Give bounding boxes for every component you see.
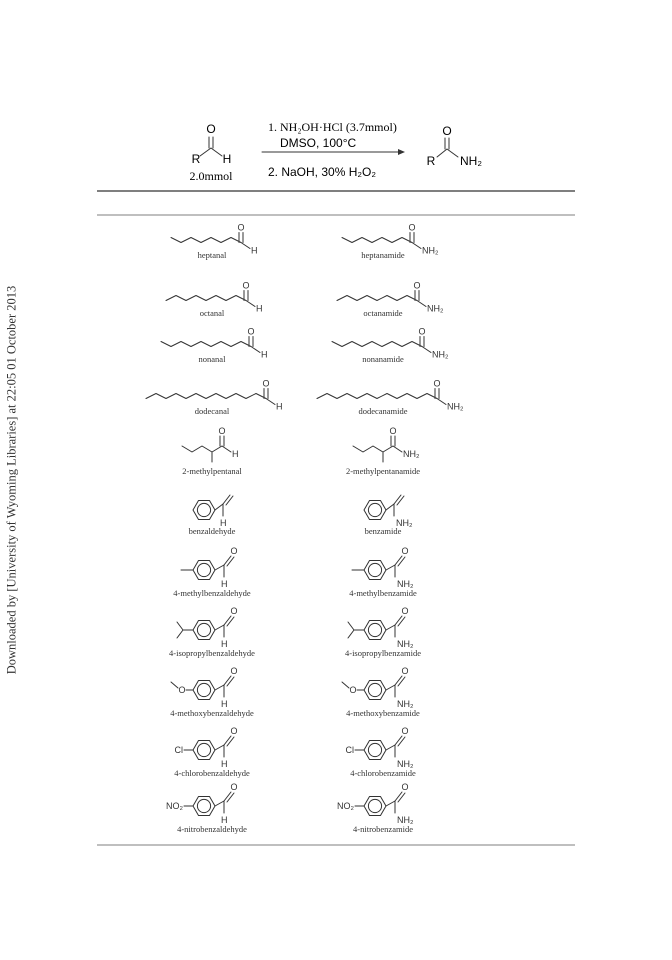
benzene-ring xyxy=(364,741,386,760)
amide-cell xyxy=(337,782,414,834)
aldehyde-hydrogen-label: H xyxy=(251,245,258,256)
carbonyl-oxygen-label: O xyxy=(230,606,238,616)
amide-nh2-label: NH₂ xyxy=(447,401,464,412)
amide-name: benzamide xyxy=(364,526,402,536)
carbonyl-oxygen-label: O xyxy=(418,326,426,337)
reactant-aldehyde xyxy=(189,122,233,183)
nitro-label: NO₂ xyxy=(337,801,354,811)
benzene-ring xyxy=(193,797,215,816)
aldehyde-group xyxy=(237,223,257,256)
amide-cell xyxy=(342,666,420,718)
structure-4-methoxybenzaldehyde xyxy=(171,666,238,709)
aldehyde-cell xyxy=(173,546,251,598)
aldehyde-hydrogen-label: H xyxy=(232,449,239,459)
aldehyde-name: 4-methylbenzaldehyde xyxy=(173,588,251,598)
aldehyde-hydrogen-label: H xyxy=(221,639,228,649)
aldehyde-group xyxy=(218,426,238,459)
carbonyl-oxygen-label: O xyxy=(433,378,441,389)
structure-4-isopropylbenzamide xyxy=(348,606,414,649)
aldehyde-group xyxy=(262,379,282,412)
benzene-ring xyxy=(193,621,215,640)
product-amide xyxy=(427,124,483,168)
carbonyl-oxygen-label: O xyxy=(218,426,226,436)
alkyl-chain xyxy=(166,296,246,301)
amide-name: nonanamide xyxy=(362,354,404,364)
structure-4-nitrobenzamide xyxy=(337,782,414,825)
aldehyde-hydrogen-label: H xyxy=(256,303,263,314)
carbonyl-oxygen-label: O xyxy=(230,546,238,556)
carbonyl-oxygen-label: O xyxy=(247,326,255,337)
alkyl-chain xyxy=(146,394,266,399)
aldehyde-hydrogen-label: H xyxy=(221,699,228,709)
amide-name: 4-methoxybenzamide xyxy=(346,708,420,718)
aldehyde-hydrogen-label: H xyxy=(221,759,228,769)
aldehyde-cell xyxy=(170,666,254,718)
aldehyde-group xyxy=(242,281,262,314)
aldehyde-cell xyxy=(161,327,268,365)
compound-rows xyxy=(146,223,464,835)
aldehyde-name: 4-chlorobenzaldehyde xyxy=(174,768,250,778)
compound-row xyxy=(169,606,421,658)
amide-nh2-label: NH₂ xyxy=(397,759,414,769)
product-amine-group: NH₂ xyxy=(460,154,482,168)
carbonyl-oxygen-label: O xyxy=(401,666,409,676)
product-r-group: R xyxy=(426,154,436,168)
download-note: Downloaded by [University of Wyoming Libraries] at 22:05 01 October 2013 xyxy=(4,285,19,675)
aldehyde-hydrogen-label: H xyxy=(261,349,268,360)
carbonyl-oxygen-label: O xyxy=(401,606,409,616)
aldehyde-name: dodecanal xyxy=(194,406,230,416)
amide-group xyxy=(413,281,444,314)
benzene-ring xyxy=(364,501,386,520)
aldehyde-name: heptanal xyxy=(197,250,227,260)
amide-cell xyxy=(337,281,444,319)
methoxy-oxygen-label: O xyxy=(349,685,357,695)
compound-row xyxy=(182,426,420,476)
structure-4-methylbenzaldehyde xyxy=(181,546,238,589)
aldehyde-cell xyxy=(166,782,247,834)
amide-cell xyxy=(346,426,420,476)
aldehyde-name: 4-nitrobenzaldehyde xyxy=(177,824,247,834)
carbonyl-oxygen-label: O xyxy=(408,222,416,233)
carbonyl-oxygen-label: O xyxy=(262,378,270,389)
amide-name: 4-chlorobenzamide xyxy=(350,768,416,778)
carbonyl-oxygen-label: O xyxy=(401,726,409,736)
product-oxygen: O xyxy=(442,124,452,138)
amide-nh2-label: NH₂ xyxy=(397,579,414,589)
amide-nh2-label: NH₂ xyxy=(397,639,414,649)
aldehyde-name: 4-isopropylbenzaldehyde xyxy=(169,648,255,658)
amide-name: 4-isopropylbenzamide xyxy=(344,648,422,658)
benzene-ring xyxy=(364,797,386,816)
amide-cell xyxy=(346,726,417,778)
benzene-ring xyxy=(364,681,386,700)
amide-name: 4-nitrobenzamide xyxy=(353,824,413,834)
isopropyl-substituent xyxy=(177,622,193,638)
reagent-step-1-conditions: DMSO, 100°C xyxy=(280,136,357,150)
aldehyde-cell xyxy=(171,223,258,261)
methoxy-oxygen-label: O xyxy=(178,685,186,695)
amide-name: 4-methylbenzamide xyxy=(349,588,417,598)
compound-row xyxy=(161,327,449,365)
structure-benzamide xyxy=(364,495,413,528)
compound-row xyxy=(170,666,420,718)
benzene-ring xyxy=(193,681,215,700)
carbonyl-oxygen-label: O xyxy=(401,546,409,556)
amide-nh2-label: NH₂ xyxy=(403,449,420,459)
alkyl-chain xyxy=(317,394,437,399)
carbonyl-oxygen-label: O xyxy=(230,782,238,792)
reactant-hydrogen: H xyxy=(222,152,232,166)
amide-cell xyxy=(342,223,439,261)
structure-4-isopropylbenzaldehyde xyxy=(177,606,238,649)
aldehyde-group xyxy=(247,327,267,360)
structure-2-methylpentanamide xyxy=(353,426,420,462)
amide-nh2-label: NH₂ xyxy=(422,245,439,256)
amide-nh2-label: NH₂ xyxy=(427,303,444,314)
amide-group xyxy=(408,223,439,256)
alkyl-chain xyxy=(342,238,412,243)
benzene-ring xyxy=(193,561,215,580)
chloro-label: Cl xyxy=(345,745,354,755)
aldehyde-cell xyxy=(189,495,236,536)
chloro-label: Cl xyxy=(174,745,183,755)
amide-nh2-label: NH₂ xyxy=(432,349,449,360)
alkyl-chain xyxy=(337,296,417,301)
amide-name: dodecanamide xyxy=(358,406,408,416)
reactant-amount: 2.0mmol xyxy=(189,169,233,183)
amide-cell xyxy=(349,546,417,598)
aldehyde-name: nonanal xyxy=(198,354,226,364)
amide-group xyxy=(389,426,420,459)
aldehyde-hydrogen-label: H xyxy=(276,401,283,412)
carbonyl-oxygen-label: O xyxy=(413,280,421,291)
amide-nh2-label: NH₂ xyxy=(397,699,414,709)
amide-cell xyxy=(317,379,464,417)
compound-row xyxy=(166,281,444,319)
aldehyde-cell xyxy=(146,379,283,417)
benzene-ring xyxy=(193,501,215,520)
alkyl-chain xyxy=(161,342,251,347)
compound-row xyxy=(189,495,413,536)
carbonyl-oxygen-label: O xyxy=(237,222,245,233)
amide-cell xyxy=(332,327,449,365)
structure-4-chlorobenzaldehyde xyxy=(175,726,238,769)
amide-name: heptanamide xyxy=(361,250,405,260)
aldehyde-name: 4-methoxybenzaldehyde xyxy=(170,708,254,718)
amide-cell xyxy=(345,606,421,658)
amide-name: 2-methylpentanamide xyxy=(345,466,421,476)
aldehyde-hydrogen-label: H xyxy=(220,518,227,528)
compound-row xyxy=(171,223,439,261)
amide-cell xyxy=(364,495,413,536)
structure-4-chlorobenzamide xyxy=(346,726,414,769)
benzene-ring xyxy=(193,741,215,760)
amide-group xyxy=(418,327,449,360)
reagent-step-2: 2. NaOH, 30% H₂O₂ xyxy=(268,165,377,179)
structure-4-methoxybenzamide xyxy=(342,666,414,709)
amide-name: octanamide xyxy=(363,308,403,318)
aldehyde-cell xyxy=(166,281,263,319)
aldehyde-name: 2-methylpentanal xyxy=(182,466,242,476)
aldehyde-hydrogen-label: H xyxy=(221,815,228,825)
structure-4-nitrobenzaldehyde xyxy=(166,782,238,825)
reaction-scheme xyxy=(189,120,482,183)
amide-nh2-label: NH₂ xyxy=(397,815,414,825)
compound-row xyxy=(166,782,414,834)
compound-row xyxy=(173,546,417,598)
structure-4-methylbenzamide xyxy=(352,546,414,589)
structure-2-methylpentanal xyxy=(182,426,239,462)
carbonyl-oxygen-label: O xyxy=(242,280,250,291)
aldehyde-cell xyxy=(174,726,250,778)
carbonyl-oxygen-label: O xyxy=(230,726,238,736)
isopropyl-substituent xyxy=(348,622,364,638)
structure-benzaldehyde xyxy=(193,495,233,528)
aldehyde-name: benzaldehyde xyxy=(188,526,236,536)
reactant-r-group: R xyxy=(191,152,201,166)
aldehyde-cell xyxy=(169,606,255,658)
carbonyl-oxygen-label: O xyxy=(389,426,397,436)
nitro-label: NO₂ xyxy=(166,801,183,811)
alkyl-chain xyxy=(171,238,241,243)
reactant-oxygen: O xyxy=(206,122,216,136)
aldehyde-name: octanal xyxy=(199,308,225,318)
amide-nh2-label: NH₂ xyxy=(396,518,413,528)
alkyl-chain xyxy=(353,446,393,452)
carbonyl-oxygen-label: O xyxy=(230,666,238,676)
benzene-ring xyxy=(364,561,386,580)
amide-group xyxy=(433,379,464,412)
carbonyl-oxygen-label: O xyxy=(401,782,409,792)
compound-row xyxy=(146,379,464,417)
alkyl-chain xyxy=(332,342,422,347)
aldehyde-hydrogen-label: H xyxy=(221,579,228,589)
compound-row xyxy=(174,726,416,778)
reagent-step-1: 1. NH₂OH·HCl (3.7mmol) xyxy=(268,120,397,134)
alkyl-chain xyxy=(182,446,222,452)
aldehyde-cell xyxy=(182,426,242,476)
benzene-ring xyxy=(364,621,386,640)
